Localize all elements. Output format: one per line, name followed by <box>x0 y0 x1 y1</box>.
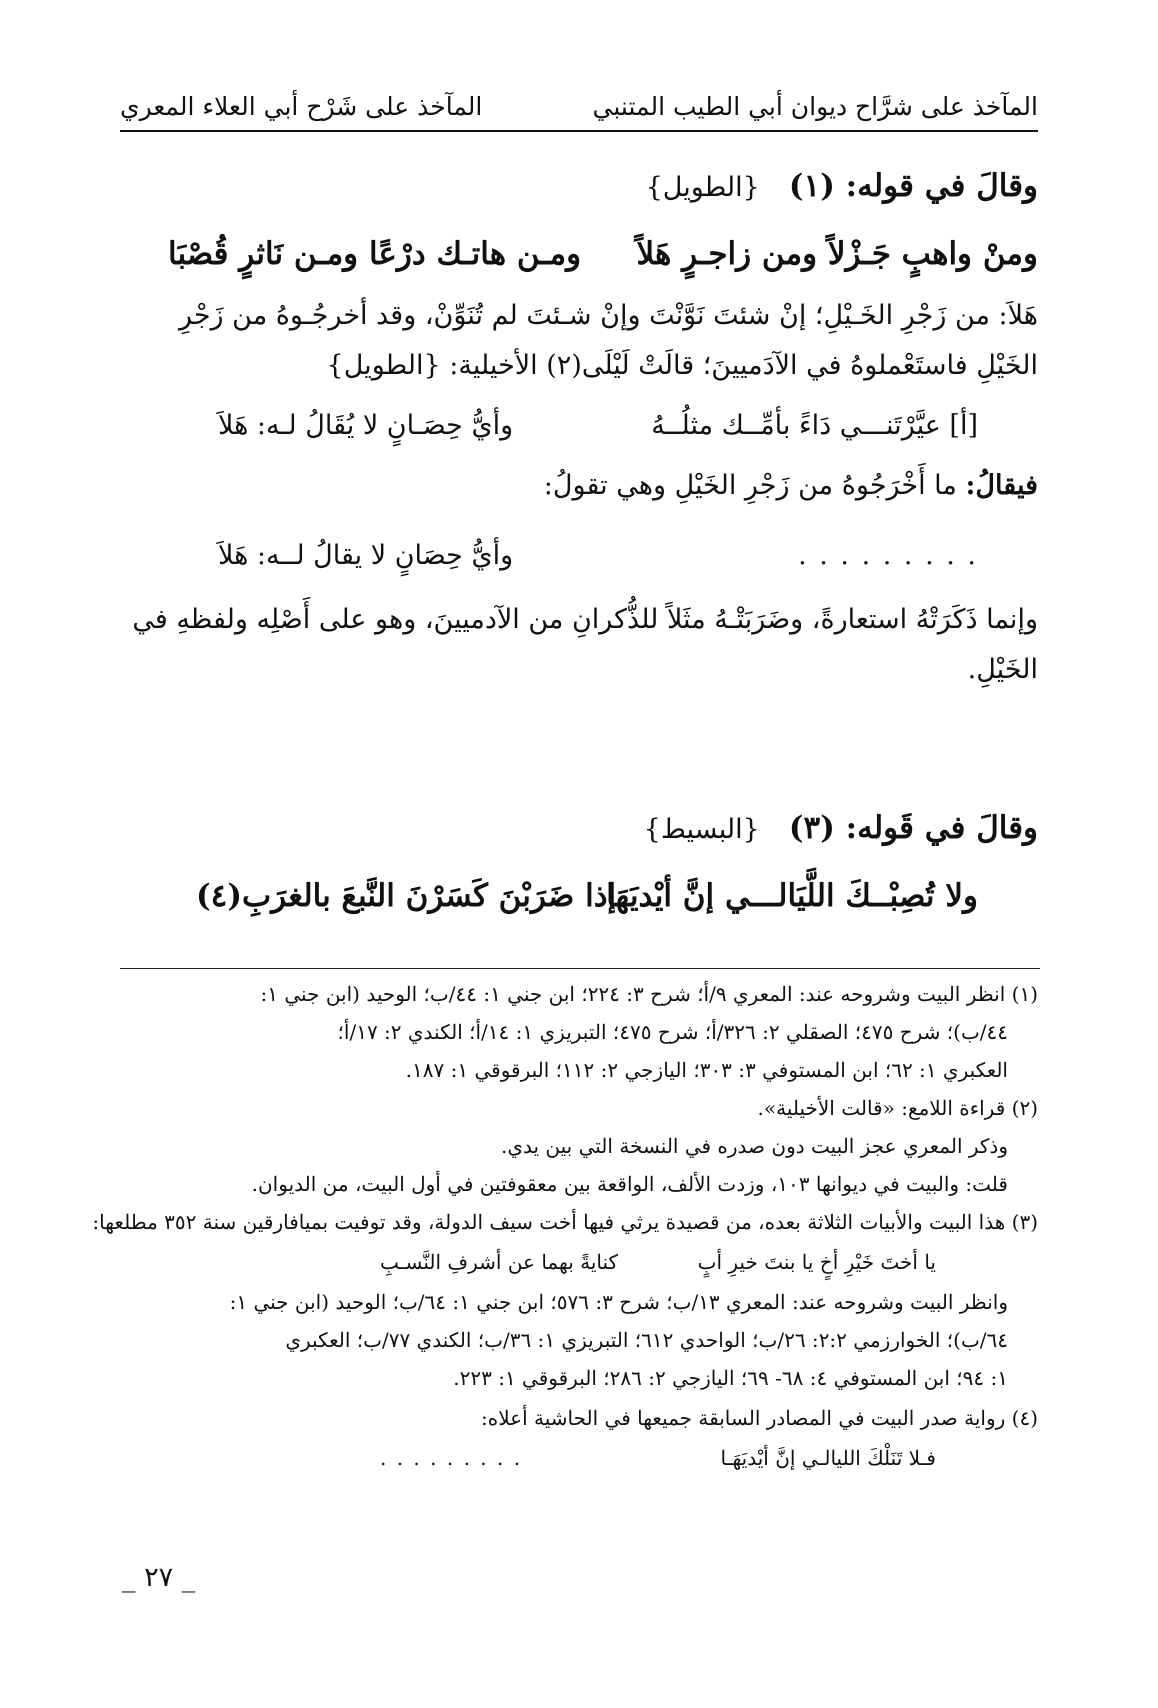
para2-line <box>120 470 1038 501</box>
footnote-separator <box>120 968 1040 969</box>
section2-meter: {البسيط} <box>643 814 760 845</box>
verse2-hemistich-right: [أ] عيَّرْتَنـــي دَاءً بأمِّــك مثلُــهُ <box>651 410 978 441</box>
footnote-2-line2: وذكر المعري عجز البيت دون صدره في النسخة التي بين يدي. <box>500 1134 1008 1158</box>
footnote-4-verse-dots: . . . . . . . . . <box>380 1446 523 1470</box>
footnote-3-line3: ٦٤/ب)؛ الخوارزمي ٢:٢: ٢٦/ب؛ الواحدي ٦١٢؛ التبريزي ١: ٣٦/ب؛ الكندي ٧٧/ب؛ العكبري <box>285 1328 1008 1352</box>
section1-intro-line <box>120 168 1038 204</box>
section2-intro-line <box>120 810 1038 846</box>
footnote-1-line2: ٤٤/ب)؛ شرح ٤٧٥؛ الصقلي ٢: ٣٢٦/أ؛ شرح ٤٧٥؛ التبريزي ١: ١٤/أ؛ الكندي ٢: ١٧/أ؛ <box>337 1020 1008 1044</box>
header-chapter-title: المآخذ على شَرْح أبي العلاء المعري <box>120 92 483 121</box>
section1-meter: {الطويل} <box>645 172 760 203</box>
para2-lead: فيقالُ: <box>965 470 1038 501</box>
verse2-hemistich-left: وأيُّ حِصَـانٍ لا يُقَالُ لـه: هَلاَ <box>218 410 514 441</box>
section1-verse-hemistich-right: ومنْ واهبٍ جَـزْلاً ومن زاجـرٍ هَلاً <box>636 236 1038 272</box>
footnote-3-verse-left: كنايةً بهما عن أشرفِ النَّسـبِ <box>380 1250 619 1274</box>
section1-intro: وقالَ في قوله: (١) <box>788 168 1038 204</box>
section1-verse-hemistich-left: ومـن هاتـك درْعًا ومـن نَاثرٍ قُصْبَا <box>168 236 582 272</box>
section2-intro: وقالَ في قَوله: (٣) <box>788 810 1038 846</box>
footnote-4-line1: (٤) رواية صدر البيت في المصادر السابقة جميعها في الحاشية أعلاه: <box>481 1406 1038 1430</box>
verse3-dots: . . . . . . . . . <box>798 540 978 571</box>
section2-verse-hemistich-right: ولا تُصِبْــكَ اللَّيَالـــي إنَّ أيْديَهَا <box>606 878 978 914</box>
footnote-3-line4: ١: ٩٤؛ ابن المستوفي ٤: ٦٨- ٦٩؛ اليازجي ٢: ٢٨٦؛ البرقوقي ١: ٢٢٣. <box>453 1366 1008 1390</box>
header-book-title: المآخذ على شرَّاح ديوان أبي الطيب المتنبي <box>592 92 1038 121</box>
footnote-3-line1: (٣) هذا البيت والأبيات الثلاثة بعده، من قصيدة يرثي فيها أخت سيف الدولة، وقد توفيت بميافارقين سنة ٣٥٢ مطلعها: <box>92 1210 1038 1234</box>
section2-verse-hemistich-left: إذا ضَرَبْنَ كَسَرْنَ النَّبعَ بالغرَبِ(٤) <box>196 878 617 914</box>
para3-line1: وإنما ذَكَرَتْهُ استعارةً، وضَرَبَتْـهُ مثَلاً للذُّكرانِ من الآدميينَ، وهو على أَصْلِه ولفظهِ في <box>132 604 1038 635</box>
verse3-hemistich-left: وأيُّ حِصَانٍ لا يقالُ لــه: هَلاَ <box>218 540 514 571</box>
footnote-3-line2: وانظر البيت وشروحه عند: المعري ١٣/ب؛ شرح ٣: ٥٧٦؛ ابن جني ١: ٦٤/ب؛ الوحيد (ابن جني ١: <box>229 1290 1008 1314</box>
footnote-1-line1: (١) انظر البيت وشروحه عند: المعري ٩/أ؛ شرح ٣: ٢٢٤؛ ابن جني ١: ٤٤/ب؛ الوحيد (ابن جني ١: <box>260 982 1038 1006</box>
para2-rest: ما أَخْرَجُوهُ من زَجْرِ الخَيْلِ وهي تقولُ: <box>543 470 957 501</box>
footnote-1-line3: العكبري ١: ٦٢؛ ابن المستوفي ٣: ٣٠٣؛ اليازجي ٢: ١١٢؛ البرقوقي ١: ١٨٧. <box>405 1058 1008 1082</box>
running-header <box>120 88 1038 132</box>
footnote-2-line3: قلت: والبيت في ديوانها ١٠٣، وزدت الألف، الواقعة بين معقوفتين في أول البيت، من الديوان. <box>251 1172 1008 1196</box>
para1-line1: هَلاَ: من زَجْرِ الخَـيْلِ؛ إنْ شئتَ نَوَّنْتَ وإنْ شـئتَ لم تُنَوِّنْ، وقد أخرجُـوهُ من زَجْرِ <box>178 300 1038 331</box>
page-number: _ ٢٧ _ <box>122 1562 196 1593</box>
footnote-4-verse-right: فـلا تَنَلْكَ الليالـي إنَّ أيْديَهَـا <box>720 1446 936 1470</box>
footnote-2-line1: (٢) قراءة اللامع: «قالت الأخيلية». <box>757 1096 1038 1120</box>
para1-line2: الخَيْلِ فاستَعْملوهُ في الآدَميينَ؛ قالَتْ لَيْلَى(٢) الأخيلية: {الطويل} <box>326 350 1038 381</box>
para3-line2: الخَيْلِ. <box>967 654 1038 685</box>
footnote-3-verse-right: يا أختَ خَيْرِ أخٍ يا بنتَ خيرِ أبٍ <box>697 1250 936 1274</box>
